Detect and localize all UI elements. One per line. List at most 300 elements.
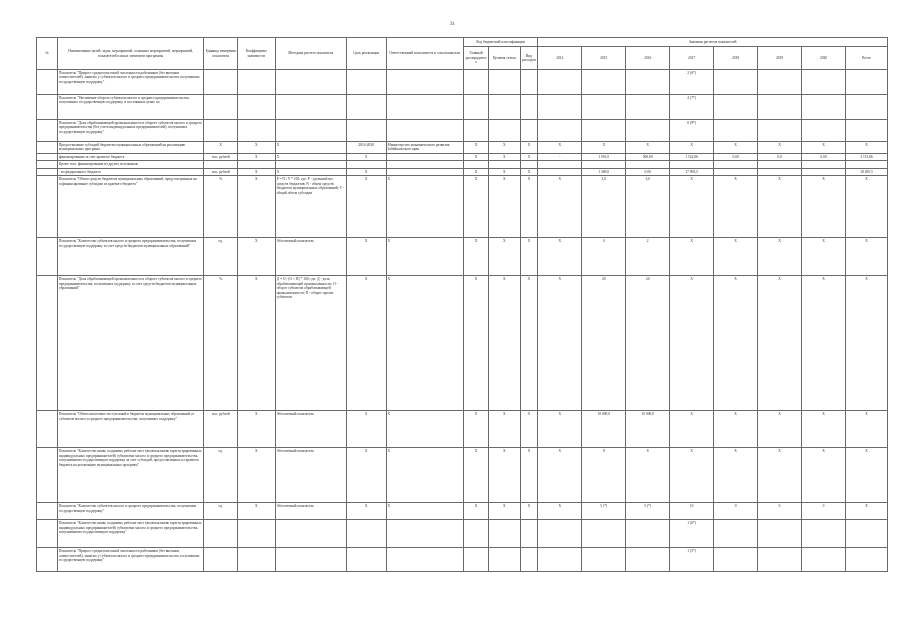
table-cell: 500,00 [626, 153, 670, 160]
table-cell: Х [845, 176, 887, 238]
table-cell: Х [845, 411, 887, 448]
table-cell [802, 548, 846, 572]
table-cell: Х [386, 176, 463, 238]
table-cell [37, 168, 58, 175]
table-cell: Х [464, 238, 489, 276]
table-cell: Предоставление субсидий бюджетам муниципальных образований на реализацию муниципальных программ [57, 142, 204, 154]
table-cell: Х [489, 503, 520, 520]
table-cell: Х [489, 142, 520, 154]
table-cell [758, 161, 802, 168]
table-cell: 1 091,0 [582, 153, 626, 160]
table-cell [845, 548, 887, 572]
table-cell: Х [346, 176, 386, 238]
table-cell [845, 120, 887, 142]
table-cell [538, 70, 582, 95]
table-cell [582, 95, 626, 120]
table-cell: 1 522,06 [670, 153, 714, 160]
table-cell [37, 120, 58, 142]
table-cell [237, 520, 275, 548]
header-exec: Ответственный исполнитель и соисполнители [386, 38, 463, 70]
table-cell: Х [845, 503, 887, 520]
table-cell: 5 (*) [582, 503, 626, 520]
header-values-group: Значения расчетов показателей [538, 38, 888, 47]
table-cell: Х [520, 503, 538, 520]
table-cell: Х [802, 176, 846, 238]
header-sub-cell: Главный распорядитель [464, 47, 489, 70]
table-cell [386, 153, 463, 160]
table-cell: Х [346, 168, 386, 175]
table-cell: 8 [582, 448, 626, 503]
table-cell [520, 520, 538, 548]
table-cell: Х [670, 276, 714, 411]
table-cell [204, 120, 237, 142]
table-cell [275, 95, 346, 120]
table-cell [237, 70, 275, 95]
table-cell: 20 [582, 276, 626, 411]
table-cell: 0 (9*) [670, 120, 714, 142]
table-cell: Министерство экономического развития Забайкальского края [386, 142, 463, 154]
header-unit: Единица измерения показателя [204, 38, 237, 70]
table-cell: Показатель "Прирост среднесписочной численности работников (без внешних совместителей), занятых у субъектов малого и среднего предпринимательства, получивших государственную поддержку" [57, 548, 204, 572]
header-sub-cell: 2017 [670, 47, 714, 70]
table-cell [204, 161, 237, 168]
header-sub-cell: Вид расходов [520, 47, 538, 70]
table-cell: Х [237, 168, 275, 175]
table-cell: 3,0 [626, 176, 670, 238]
table-cell: 1 400,0 [582, 168, 626, 175]
header-sub-cell: Всего [845, 47, 887, 70]
table-cell [237, 95, 275, 120]
table-cell [489, 520, 520, 548]
table-cell: Х [845, 142, 887, 154]
table-cell [37, 142, 58, 154]
table-cell [520, 120, 538, 142]
table-cell: Х [802, 448, 846, 503]
header-sub-cell: 2020 [802, 47, 846, 70]
table-cell [37, 70, 58, 95]
table-cell: Х [845, 238, 887, 276]
table-cell: Х [714, 238, 758, 276]
table-cell: 10 [670, 503, 714, 520]
table-cell [538, 168, 582, 175]
table-cell [346, 520, 386, 548]
table-cell: Х [520, 142, 538, 154]
table-cell: 1 (6*) [670, 520, 714, 548]
table-cell [538, 161, 582, 168]
table-cell [386, 70, 463, 95]
table-cell: Х [520, 411, 538, 448]
table-cell: Показатель "Объем средств бюджетов муниципальных образований, предусмотренных на софинансирование субсидии из краевого бюджета" [57, 176, 204, 238]
table-cell: Х [670, 448, 714, 503]
table-cell [37, 548, 58, 572]
table-cell: Показатель "Количество вновь созданных рабочих мест (включая вновь зарегистрированных индивидуальных предпринимателей) субъектами малого и среднего предпринимательства, получившими государственную поддержку" [57, 520, 204, 548]
table-cell [386, 120, 463, 142]
table-cell: Х [237, 153, 275, 160]
header-budget-group: Код бюджетной классификации [464, 38, 538, 47]
table-cell: Показатель "Доля обрабатывающей промышленности в обороте субъектов малого и среднего предпринимательства (без учета индивидуальных предпринимателей), получивших государственную поддержку" [57, 120, 204, 142]
table-cell: Абсолютный показатель [275, 448, 346, 503]
table-cell: 8 [626, 448, 670, 503]
table-cell: Х [386, 503, 463, 520]
table-cell: Х [538, 142, 582, 154]
table-cell [538, 95, 582, 120]
table-cell [714, 548, 758, 572]
table-cell: Х [538, 411, 582, 448]
header-method: Методика расчета показателя [275, 38, 346, 70]
header-sub-cell: 2019 [758, 47, 802, 70]
table-cell: 0 [714, 503, 758, 520]
table-row [37, 95, 888, 120]
table-cell: 2 [626, 238, 670, 276]
table-cell [582, 120, 626, 142]
table-cell: ед. [204, 448, 237, 503]
table-cell: Х [237, 176, 275, 238]
table-cell: 0 [758, 503, 802, 520]
table-cell [237, 161, 275, 168]
table-cell: % [204, 176, 237, 238]
table-cell: Х [520, 238, 538, 276]
header-num: № [37, 38, 58, 70]
table-cell [386, 161, 463, 168]
table-cell [37, 153, 58, 160]
table-cell [802, 161, 846, 168]
table-cell: Х [237, 411, 275, 448]
table-cell: Х [489, 153, 520, 160]
table-cell [845, 70, 887, 95]
table-cell [37, 161, 58, 168]
table-cell [37, 411, 58, 448]
table-cell [520, 161, 538, 168]
table-cell: 0,00 [714, 153, 758, 160]
table-cell: - из федерального бюджета [57, 168, 204, 175]
table-cell: Х [538, 276, 582, 411]
table-cell [802, 70, 846, 95]
table-cell [845, 95, 887, 120]
table-cell [758, 548, 802, 572]
table-cell [520, 70, 538, 95]
table-cell: Х [489, 176, 520, 238]
table-cell [758, 70, 802, 95]
table-cell: Х [489, 411, 520, 448]
table-cell: Х [538, 238, 582, 276]
table-cell: Х [386, 238, 463, 276]
table-cell: Х [275, 142, 346, 154]
table-cell: финансирование за счет краевого бюджета [57, 153, 204, 160]
table-cell [802, 95, 846, 120]
table-cell [37, 176, 58, 238]
table-cell: Х [802, 142, 846, 154]
table-cell [386, 520, 463, 548]
table-cell: 10 000,0 [626, 411, 670, 448]
table-cell: Показатель "Доля обрабатывающей промышленности в обороте субъектов малого и среднего предпринимательства, получивших поддержку за счет средств бюджетов муниципальных образований" [57, 276, 204, 411]
table-cell: Х [489, 168, 520, 175]
table-cell: Х [670, 411, 714, 448]
table-cell: 0,00 [802, 153, 846, 160]
table-cell: Абсолютный показатель [275, 503, 346, 520]
table-cell [626, 548, 670, 572]
table-cell: 0 [802, 503, 846, 520]
table-cell: Х [845, 448, 887, 503]
table-cell [346, 95, 386, 120]
table-cell [464, 120, 489, 142]
table-cell [714, 168, 758, 175]
table-cell: Показатель "Увеличение оборота субъектов малого и среднего предпринимательства, получивших государственную поддержку, в постоянных ценах по [57, 95, 204, 120]
header-sub-cell: 2018 [714, 47, 758, 70]
header-term: Срок реализации [346, 38, 386, 70]
table-cell: Кроме того, финансирование из других источников: [57, 161, 204, 168]
table-cell [714, 120, 758, 142]
table-cell: Х [237, 503, 275, 520]
table-cell [37, 448, 58, 503]
table-cell: Х [538, 176, 582, 238]
table-cell: Х [670, 238, 714, 276]
header-coef: Коэффициент значимости [237, 38, 275, 70]
table-cell: % [204, 276, 237, 411]
table-cell: 4 [582, 238, 626, 276]
table-cell: тыс. рублей [204, 411, 237, 448]
table-cell: Х [489, 448, 520, 503]
table-cell: Д = О / (О + П) * 100, где: Д - доля обрабатывающей промышленности; О - оборот субъектов обрабатывающей промышленности; П - оборот прочих субъектов [275, 276, 346, 411]
table-cell: Х [464, 168, 489, 175]
table-row [37, 70, 888, 95]
table-body [37, 70, 888, 572]
table-cell: 3 113,06 [845, 153, 887, 160]
header-sub-cell: 2016 [626, 47, 670, 70]
table-cell [626, 161, 670, 168]
table-cell: Х [204, 142, 237, 154]
table-cell [275, 548, 346, 572]
table-cell: Х [237, 238, 275, 276]
table-cell: Х [714, 448, 758, 503]
table-row [37, 448, 888, 503]
table-row [37, 520, 888, 548]
table-cell: Х [464, 448, 489, 503]
table-cell [758, 95, 802, 120]
table-cell [346, 70, 386, 95]
table-cell: Х [346, 503, 386, 520]
table-cell: Х [386, 411, 463, 448]
table-cell: 17 095,5 [670, 168, 714, 175]
table-cell [489, 95, 520, 120]
table-cell: тыс. рублей [204, 168, 237, 175]
table-cell [275, 120, 346, 142]
table-cell [538, 520, 582, 548]
table-cell [386, 548, 463, 572]
table-cell: 0,0 [758, 153, 802, 160]
table-cell [37, 520, 58, 548]
table-row [37, 548, 888, 572]
table-cell [464, 95, 489, 120]
table-cell: тыс. рублей [204, 153, 237, 160]
table-row [37, 161, 888, 168]
table-cell [626, 520, 670, 548]
table-cell: Показатель "Количество вновь созданных рабочих мест (включая вновь зарегистрированных индивидуальных предпринимателей) субъектами малого и среднего предпринимательства, получившими государственную поддержку за счет субсидий, предоставленных из краевого бюджета на реализацию муниципальных программ" [57, 448, 204, 503]
table-cell: Х [237, 142, 275, 154]
table-cell [464, 548, 489, 572]
table-cell [802, 520, 846, 548]
table-cell [204, 520, 237, 548]
table-cell [670, 161, 714, 168]
table-cell: 3,0 [582, 176, 626, 238]
table-cell [538, 548, 582, 572]
table-cell [758, 520, 802, 548]
table-cell [582, 70, 626, 95]
table-row [37, 238, 888, 276]
table-cell: Х [520, 276, 538, 411]
table-cell [626, 120, 670, 142]
table-row [37, 120, 888, 142]
table-cell: Х [464, 411, 489, 448]
table-cell: 5 (*) [626, 503, 670, 520]
table-cell [346, 548, 386, 572]
page-number: 31 [450, 22, 455, 27]
table-cell: Х [538, 448, 582, 503]
table-cell: Показатель "Объем налоговых поступлений в бюджеты муниципальных образований от субъектов малого и среднего предпринимательства, получивших поддержку" [57, 411, 204, 448]
table-cell: Х [714, 276, 758, 411]
table-cell: Х [758, 238, 802, 276]
indicators-table [36, 37, 888, 572]
table-cell: 0,00 [626, 168, 670, 175]
table-cell [489, 70, 520, 95]
table-cell: Х [670, 176, 714, 238]
table-cell [845, 161, 887, 168]
table-cell: Х [802, 276, 846, 411]
table-cell: - [538, 153, 582, 160]
table-cell: Х [346, 153, 386, 160]
table-cell [845, 520, 887, 548]
table-cell [386, 95, 463, 120]
table-row [37, 142, 888, 154]
table-cell [758, 120, 802, 142]
table-cell [489, 161, 520, 168]
table-cell: Х [758, 411, 802, 448]
table-cell: Х [714, 176, 758, 238]
table-cell [626, 95, 670, 120]
table-cell: Х [237, 276, 275, 411]
table-cell [37, 503, 58, 520]
table-cell: Х [346, 411, 386, 448]
table-cell: Х [346, 238, 386, 276]
table-row [37, 503, 888, 520]
table-cell: Х [626, 142, 670, 154]
table-cell: 4 (7*) [670, 95, 714, 120]
table-cell: ед. [204, 503, 237, 520]
table-cell: Абсолютный показатель [275, 238, 346, 276]
table-cell: Х [489, 238, 520, 276]
table-cell [275, 520, 346, 548]
table-cell: Х [845, 276, 887, 411]
header-sub-cell: Целевая статья [489, 47, 520, 70]
table-cell: Х [464, 503, 489, 520]
table-cell [204, 548, 237, 572]
table-cell [714, 95, 758, 120]
table-cell: Х [386, 448, 463, 503]
table-cell [464, 161, 489, 168]
table-cell [520, 95, 538, 120]
table-row [37, 176, 888, 238]
table-cell [520, 548, 538, 572]
table-cell: ед. [204, 238, 237, 276]
table-cell: Х [802, 238, 846, 276]
table-cell [346, 120, 386, 142]
table-cell [714, 520, 758, 548]
table-cell: Х [237, 448, 275, 503]
table-cell: 10 000,0 [582, 411, 626, 448]
table-cell: Х [346, 448, 386, 503]
table-cell: Х [758, 142, 802, 154]
table-cell [204, 95, 237, 120]
table-cell: Р = N / V * 100, где: Р - удельный вес средств бюджетов; N - объем средств бюджетов муниципальных образований; V - общий объем субсидии [275, 176, 346, 238]
table-row [37, 168, 888, 175]
table-cell [37, 95, 58, 120]
table-cell: Х [714, 142, 758, 154]
table-cell: Х [489, 276, 520, 411]
table-cell [758, 168, 802, 175]
table-cell [275, 70, 346, 95]
table-cell: Показатель "Количество субъектов малого и среднего предпринимательства, получивших государственную поддержку" [57, 503, 204, 520]
table-cell [275, 161, 346, 168]
table-cell: 1 (5*) [670, 548, 714, 572]
table-cell: Х [582, 142, 626, 154]
table-cell: 20 [626, 276, 670, 411]
table-cell [464, 520, 489, 548]
table-cell: Х [670, 142, 714, 154]
table-cell [582, 520, 626, 548]
table-cell: Абсолютный показатель [275, 411, 346, 448]
table-cell: Показатель "Количество субъектов малого и среднего предпринимательства, получивших государственную поддержку за счет средств бюджетов муниципальных образований" [57, 238, 204, 276]
table-cell: Х [520, 448, 538, 503]
table-cell [464, 70, 489, 95]
table-cell [204, 70, 237, 95]
table-cell [626, 70, 670, 95]
table-cell: Х [520, 153, 538, 160]
table-cell [37, 276, 58, 411]
table-cell [582, 161, 626, 168]
table-cell [802, 120, 846, 142]
table-cell: Х [386, 276, 463, 411]
table-cell: Х [758, 276, 802, 411]
table-cell: Х [714, 411, 758, 448]
table-cell [489, 120, 520, 142]
table-cell: Х [346, 276, 386, 411]
table-cell: Х [520, 176, 538, 238]
table-cell [714, 70, 758, 95]
table-row [37, 153, 888, 160]
table-cell: Показатель "Прирост среднесписочной численности работников (без внешних совместителей), занятых у субъектов малого и среднего предпринимательства, получивших государственную поддержку" [57, 70, 204, 95]
table-cell: 2 (6*) [670, 70, 714, 95]
table-cell [37, 238, 58, 276]
header-name: Наименование целей, задач, мероприятий, основных мероприятий, мероприятий, показателей и иных элементов программы [57, 38, 204, 70]
table-cell [802, 168, 846, 175]
table-cell: 18 495,5 [845, 168, 887, 175]
table-cell: Х [275, 168, 346, 175]
table-cell: Х [464, 142, 489, 154]
table-cell [538, 120, 582, 142]
table-cell: Х [464, 276, 489, 411]
table-cell: Х [464, 153, 489, 160]
table-cell [489, 548, 520, 572]
table-cell [237, 120, 275, 142]
table-cell [386, 168, 463, 175]
table-cell: Х [538, 503, 582, 520]
table-cell: 2014-2020 [346, 142, 386, 154]
table-cell [582, 548, 626, 572]
table-row [37, 411, 888, 448]
table-cell: Х [520, 168, 538, 175]
table-cell: Х [758, 176, 802, 238]
table-cell [714, 161, 758, 168]
header-sub-cell: 2014 [538, 47, 582, 70]
